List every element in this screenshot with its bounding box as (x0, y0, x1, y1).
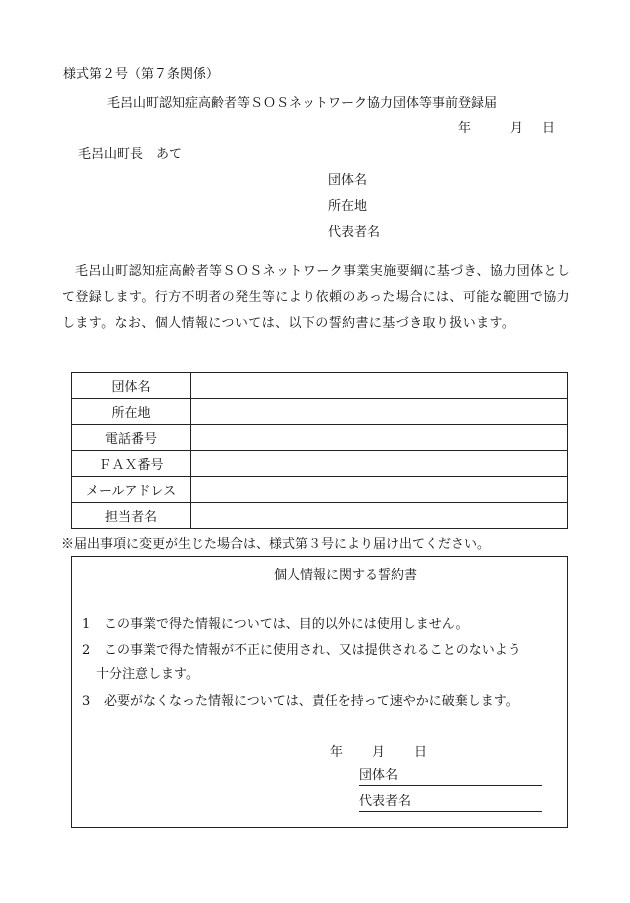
pledge-item-number: 2 (82, 643, 91, 658)
row-label: 所在地 (72, 399, 191, 425)
form-number: 様式第２号（第７条関係） (63, 67, 220, 82)
info-table (71, 372, 568, 529)
table-row (72, 451, 568, 477)
pledge-item-text: 必要がなくなった情報については、責任を持って速やかに破棄します。 (104, 694, 519, 709)
row-value[interactable] (191, 503, 568, 529)
pledge-item-continuation: 十分注意します。 (96, 667, 199, 682)
applicant-address-label: 所在地 (328, 199, 368, 214)
pledge-box (71, 556, 568, 828)
row-value[interactable] (191, 451, 568, 477)
pledge-title: 個人情報に関する誓約書 (274, 568, 418, 583)
pledge-date-year: 年 (330, 745, 344, 760)
pledge-date-day: 日 (414, 745, 428, 760)
pledge-item (82, 695, 519, 708)
date-line (458, 122, 555, 135)
pledge-org-label: 団体名 (359, 768, 399, 783)
pledge-item-text: この事業で得た情報が不正に使用され、又は提供されることのないよう (104, 643, 521, 658)
pledge-item-number: 3 (82, 694, 91, 709)
pledge-item-text: この事業で得た情報については、目的以外には使用しません。 (104, 617, 469, 632)
pledge-date-month: 月 (372, 745, 386, 760)
applicant-rep-label: 代表者名 (328, 225, 381, 240)
addressee: 毛呂山町長 あて (78, 147, 183, 162)
pledge-org-signature-line[interactable] (359, 769, 542, 786)
row-value[interactable] (191, 399, 568, 425)
row-value[interactable] (191, 373, 568, 399)
row-label: 担当者名 (72, 503, 191, 529)
row-label: 団体名 (72, 373, 191, 399)
table-row (72, 425, 568, 451)
date-year: 年 (458, 121, 472, 136)
date-month: 月 (510, 121, 524, 136)
pledge-rep-label: 代表者名 (359, 794, 412, 809)
table-row (72, 373, 568, 399)
row-label: ＦＡＸ番号 (72, 451, 191, 477)
change-note: ※届出事項に変更が生じた場合は、様式第３号により届け出てください。 (61, 537, 491, 552)
pledge-rep-signature-line[interactable] (359, 795, 542, 812)
document-title: 毛呂山町認知症高齢者等ＳＯＳネットワーク協力団体等事前登録届 (107, 96, 498, 111)
date-day: 日 (542, 121, 556, 136)
pledge-item (82, 644, 521, 657)
table-row (72, 503, 568, 529)
table-row (72, 477, 568, 503)
table-row (72, 399, 568, 425)
row-label: メールアドレス (72, 477, 191, 503)
row-label: 電話番号 (72, 425, 191, 451)
body-paragraph: 毛呂山町認知症高齢者等ＳＯＳネットワーク事業実施要綱に基づき、協力団体として登録します。行方不明者の発生等により依頼のあった場合には、可能な範囲で協力します。なお、個人情報については、以下の誓約書に基づき取り扱います。 (62, 264, 571, 331)
row-value[interactable] (191, 425, 568, 451)
applicant-org-label: 団体名 (328, 173, 368, 188)
pledge-date (330, 746, 427, 759)
pledge-item (82, 618, 469, 631)
pledge-item-number: 1 (82, 617, 91, 632)
row-value[interactable] (191, 477, 568, 503)
